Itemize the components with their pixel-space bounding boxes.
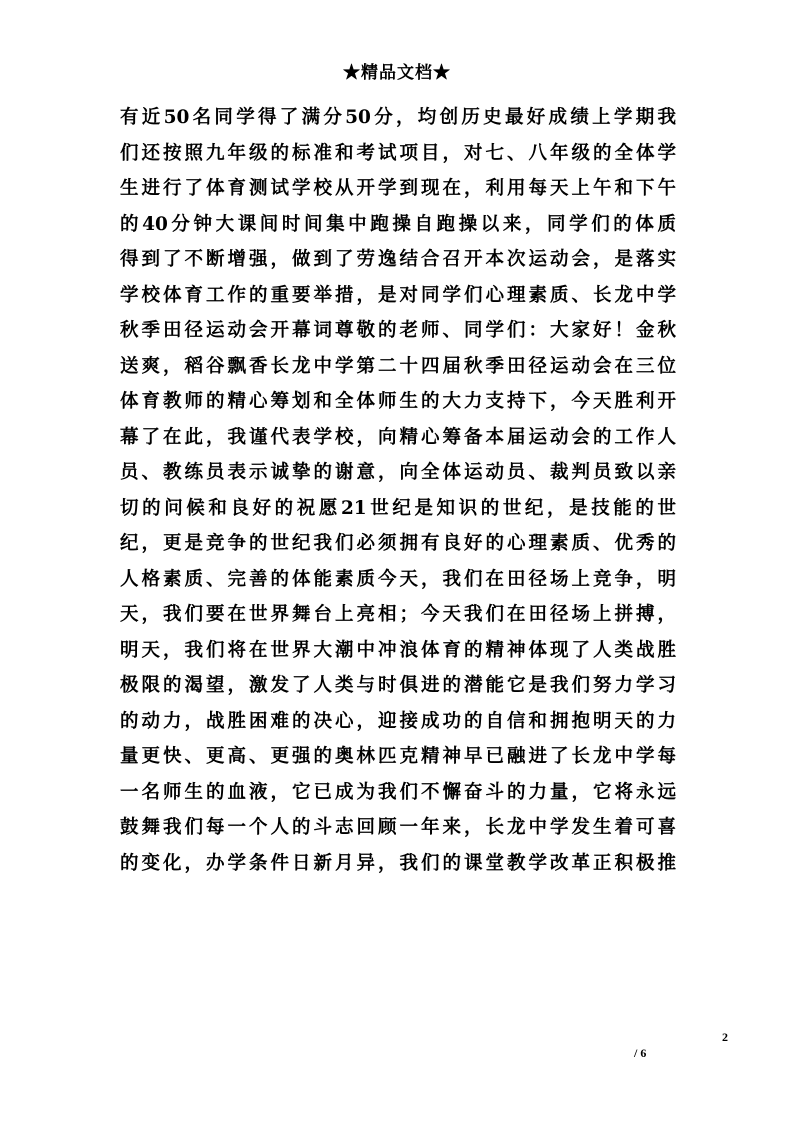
body-line: 学校体育工作的重要举措，是对同学们心理素质、长龙中学 [120, 284, 676, 306]
body-line: 一名师生的血液，它已成为我们不懈奋斗的力量，它将永远 [120, 781, 676, 803]
document-body [120, 100, 676, 881]
body-line: 秋季田径运动会开幕词尊敬的老师、同学们：大家好！金秋 [120, 320, 676, 341]
body-line: 幕了在此，我谨代表学校，向精心筹备本届运动会的工作人 [120, 426, 676, 448]
page-number: 2 [722, 1030, 728, 1044]
body-line: 体育教师的精心筹划和全体师生的大力支持下，今天胜利开 [120, 391, 676, 412]
body-line: 的40分钟大课间时间集中跑操自跑操以来，同学们的体质 [120, 213, 676, 235]
body-line: 得到了不断增强，做到了劳逸结合召开本次运动会，是落实 [120, 249, 676, 270]
body-line: 鼓舞我们每一个人的斗志回顾一年来，长龙中学发生着可喜 [120, 817, 676, 838]
body-line: 天，我们要在世界舞台上亮相；今天我们在田径场上拼搏， [120, 604, 676, 625]
body-line: 人格素质、完善的体能素质今天，我们在田径场上竞争，明 [120, 568, 676, 590]
page-total: / 6 [634, 1046, 647, 1060]
body-line: 的动力，战胜困难的决心，迎接成功的自信和拥抱明天的力 [120, 710, 676, 732]
body-line: 明天，我们将在世界大潮中冲浪体育的精神体现了人类战胜 [120, 639, 676, 661]
body-line: 有近50名同学得了满分50分，均创历史最好成绩上学期我 [120, 107, 676, 128]
body-line: 切的问候和良好的祝愿21世纪是知识的世纪，是技能的世 [120, 497, 676, 519]
body-line: 生进行了体育测试学校从开学到现在，利用每天上午和下午 [120, 178, 676, 199]
body-line: 的变化，办学条件日新月异，我们的课堂教学改革正积极推 [120, 852, 676, 874]
body-line: 量更快、更高、更强的奥林匹克精神早已融进了长龙中学每 [120, 746, 676, 767]
body-line: 纪，更是竞争的世纪我们必须拥有良好的心理素质、优秀的 [120, 533, 676, 554]
body-line: 员、教练员表示诚挚的谢意，向全体运动员、裁判员致以亲 [120, 462, 676, 483]
body-line: 极限的渴望，激发了人类与时俱进的潜能它是我们努力学习 [120, 675, 676, 696]
body-line: 送爽，稻谷飘香长龙中学第二十四届秋季田径运动会在三位 [120, 355, 676, 377]
document-header-title: ★精品文档★ [343, 63, 451, 83]
body-line: 们还按照九年级的标准和考试项目，对七、八年级的全体学 [120, 142, 676, 164]
